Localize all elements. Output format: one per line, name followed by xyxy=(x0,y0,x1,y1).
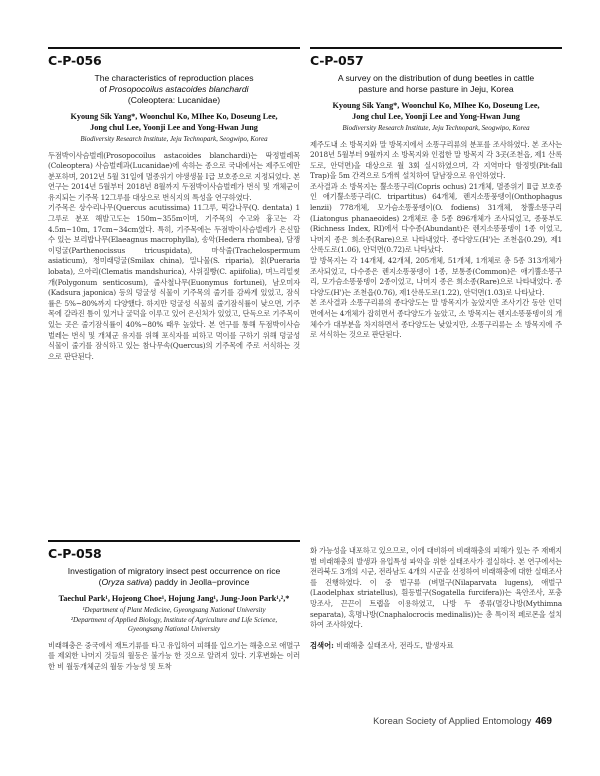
affiliation: Biodiversity Research Institute, Jeju Technopark, Seogwipo, Korea xyxy=(342,124,530,132)
abstract-title xyxy=(48,566,300,588)
top-rule-left xyxy=(48,47,300,49)
paragraph: 기주목은 상수리나무(Quercus acutissima) 11그루, 떡갈나무(Q. dentata) 1그루로 분포 해발고도는 150m~355m이며, 기주목의 수고와 흉고는 각 4.5m~10m, 17cm~34cm였다. 특히, 기주목에는 두점박이사슴벌레가 은신할 수 있는 보리밥나무(Elaeagnus macrophylla), 송악(Hedera rhombea), 담쟁이덩굴(Parthenocissus tricuspidata), 마삭줄(Trachelospermum asiaticum), 청미래덩굴(Smilax china), 밀나물(S. riparia), 칡(Pueraria lobata), 으아리(Clematis mandshurica), 사위질빵(C. apiifolia), 며느리밑씻개(Polygonum senticosum), 줄사철나무(Euonymus fortunei), 남오미자(Kadsura japonica) 등의 덩굴성 식물이 기주목의 줄기를 감싸게 있었고, 잠식률은 5%~80%까지 다양했다. 하지만 덩굴성 식물의 줄기잠식률이 낮으면, 기주목에 갈라진 틈이 있거나 굴덕을 이루고 있어 은신처가 있었고, 단독으로 기주목이 있는 곳은 줄기잠식률이 40%~80% 때우 높았다. 본 연구를 통해 두점박이사슴벌레는 번식 및 개체군 유지를 위해 포식자를 피하고 먹이를 구하기 위해 덩굴성 식물이 줄기를 잠식하고 있는 참나무속(Quercus)의 기주목에 주로 서식하는 것으로 판단된다. xyxy=(48,203,300,361)
paragraph: 본 조사결과 소똥구리류의 종다양도는 말 방목지가 높았지만 조사기간 동안 인덕면에서는 4개체가 잡히면서 종다양도가 높았고, 소 방목지는 렌지소똥풍뎅이의 개체수가 대부분을 차지하면서 종다양도는 낮았지만, 소똥구리류는 소 방목지에 주로 서식하는 것으로 판단된다. xyxy=(310,298,562,340)
affiliation-line: Gyeongsang National University xyxy=(127,625,221,633)
abstract-body xyxy=(310,140,562,341)
species-name: Oryza sativa xyxy=(101,577,150,587)
keywords xyxy=(310,641,562,652)
authors-line: Jong chul Lee, Yoonji Lee and Yong-Hwan Jung xyxy=(90,123,258,132)
abstract-c-p-056 xyxy=(48,53,300,362)
abstract-c-p-058-continued xyxy=(310,546,562,651)
abstract-code: C-P-056 xyxy=(48,53,102,68)
title-suffix: ) paddy in Jeolla−province xyxy=(149,577,250,587)
title-line: (Coleoptera: Lucanidae) xyxy=(127,95,221,105)
paragraph: 조사결과 소 방목지는 뿔소똥구리(Copris ochus) 21개체, 멸종위기 Ⅱ급 보호종인 애기뿔소똥구리(C. tripartitus) 64개체, 렌지소똥풍뎅이(Onthophagus lenzii) 778개체, 모가슴소똥풍뎅이(O. fodiens) 31개체, 창뿔소똥구리(Liatongus phanaeoides) 2개체로 총 5종 896개체가 조사되었고, 종풍부도(Richness Index, RI)에서 다수종(Abundant)은 렌지소똥풍뎅이 1종 이었고, 나머지 종은 희소종(Rare)으로 나타내었다. 종다양도(H')는 조천읍(0.29), 제1 산록도로(1.06), 안덕면(0.72)로 나타났다. xyxy=(310,181,562,255)
title-line: The characteristics of reproduction places xyxy=(94,73,254,83)
paragraph: 말 방목지는 각 14개체, 42개체, 205개체, 51개체, 1개체로 총 5종 313개체가 조사되었고, 다수종은 렌지소똥풍뎅이 1종, 보통종(Common)은 애기뿔소똥구리, 모가슴소똥풍뎅이 2종이었고, 나머지 종은 희소종(Rare)으로 나타내었다. 종다양도(H')는 조천읍(0.76), 제1산록도로(1.22), 안덕면(1.03)로 나타났다. xyxy=(310,256,562,297)
mid-rule-left xyxy=(48,540,300,542)
authors xyxy=(310,100,562,122)
abstract-c-p-057 xyxy=(310,53,562,341)
page-footer xyxy=(340,716,552,727)
paragraph: 비래해충은 중국에서 재트기류를 타고 유입하여 피해를 입으기는 해충으로 애멸구를 제외한 나머지 것들의 월동은 불가능 한 것으로 알려져 있다. 기후변화는 이러한 비 월동개체군의 월동 가능성 및 토착 xyxy=(48,640,300,671)
paragraph: 제주도내 소 방목지와 말 방목지에서 소똥구리류의 분포를 조사하였다. 본 조사는 2018년 5월부터 9월까지 소 방목지와 인접한 말 방목지 각 3곳(조천읍, 제1 산록도로, 안덕면)을 대상으로 월 3회 실시하였으며, 각 지역마다 함정빗(Pit-fall Trap)을 5m 간격으로 5개씩 설치하여 달남장으로 유인하였다. xyxy=(310,139,562,181)
authors-line: Kyoung Sik Yang*, Woonchul Ko, MIhee Ko, Doseung Lee, xyxy=(70,112,278,121)
paragraph: 두점박이사슴벌레(Prosopocoilus astacoides blanchardi)는 딱정벌레목(Coleoptera) 사슴벌레과(Lucanidae)에 속하는 종으로 국내에서는 제주도에만 분포하며, 2012년 5월 31일에 멸종위기 야생생물 Ⅰ급 보호종으로 지정되었다. 본 연구는 2014년 5월부터 2018년 8월까지 두점박이사슴벌레가 번식 및 개체군이 유지되는 기주목 12그루를 대상으로 번식지의 특성을 연구하였다. xyxy=(48,150,300,202)
abstract-c-p-058 xyxy=(48,546,300,672)
species-name: Prosopocoilus astacoides blanchardi xyxy=(109,84,249,94)
affiliation: Biodiversity Research Institute, Jeju Technopark, Seogwipo, Korea xyxy=(80,135,268,143)
keywords-text: 비래해충 실태조사, 전라도, 발생자료 xyxy=(333,640,454,650)
authors-line: Jong chul Lee, Yoonji Lee and Yong-Hwan Jung xyxy=(352,112,520,121)
abstract-title xyxy=(48,73,300,106)
affiliation xyxy=(48,606,300,635)
authors: Taechul Park¹, Hojeong Choe¹, Hojung Jang¹, Jung-Joon Park¹,²,* xyxy=(58,594,290,603)
keywords-label: 검색어: xyxy=(310,640,334,650)
authors-line: Kyoung Sik Yang*, Woonchul Ko, MIhee Ko, Doseung Lee, xyxy=(332,101,540,110)
paragraph: 화 가능성을 내포하고 있으므로, 이에 대비하여 비래해충의 피해가 있는 주 재배지별 비래해충의 발생과 유입특성 파악을 위한 실태조사가 절실하다. 본 연구에서는 전라북도 3개의 시군, 전라남도 4개의 시군을 선정하여 비래해충에 대한 실태조사를 진행하였다. 이 중 벌구류 (벼멸구(Nilaparvata lugens), 애벌구(Laodelphax striatellus), 흰등벌구(Sogatella furcifera))는 육안조사, 포충망조사, 끈끈이 트랩을 이용하였고, 나방 두 종류(멸강나방(Mythimna separata), 혹명나방(Cnaphalocrocis medinalis))는 총 특이적 페로몬을 설치하여 조사하였다. xyxy=(310,546,562,630)
abstract-body xyxy=(310,546,562,631)
page-number: 469 xyxy=(535,716,552,727)
top-rule-right xyxy=(310,47,562,49)
title-line: pasture and horse pasture in Jeju, Korea xyxy=(358,84,514,94)
society-name: Korean Society of Applied Entomology xyxy=(373,716,532,726)
affiliation-line: ²Department of Applied Biology, Institute of Agriculture and Life Science, xyxy=(70,615,278,624)
title-prefix: ( xyxy=(98,577,102,587)
abstract-body xyxy=(48,151,300,363)
abstract-code: C-P-058 xyxy=(48,546,102,561)
title-line: Investigation of migratory insect pest occurrence on rice xyxy=(67,566,281,576)
abstract-body xyxy=(48,641,300,673)
abstract-title xyxy=(310,73,562,95)
affiliation-line: ¹Department of Plant Medicine, Gyeongsang National University xyxy=(82,606,266,614)
title-line: A survey on the distribution of dung beetles in cattle xyxy=(337,73,535,83)
title-prefix: of xyxy=(99,84,110,94)
authors xyxy=(48,111,300,133)
abstract-code: C-P-057 xyxy=(310,53,364,68)
